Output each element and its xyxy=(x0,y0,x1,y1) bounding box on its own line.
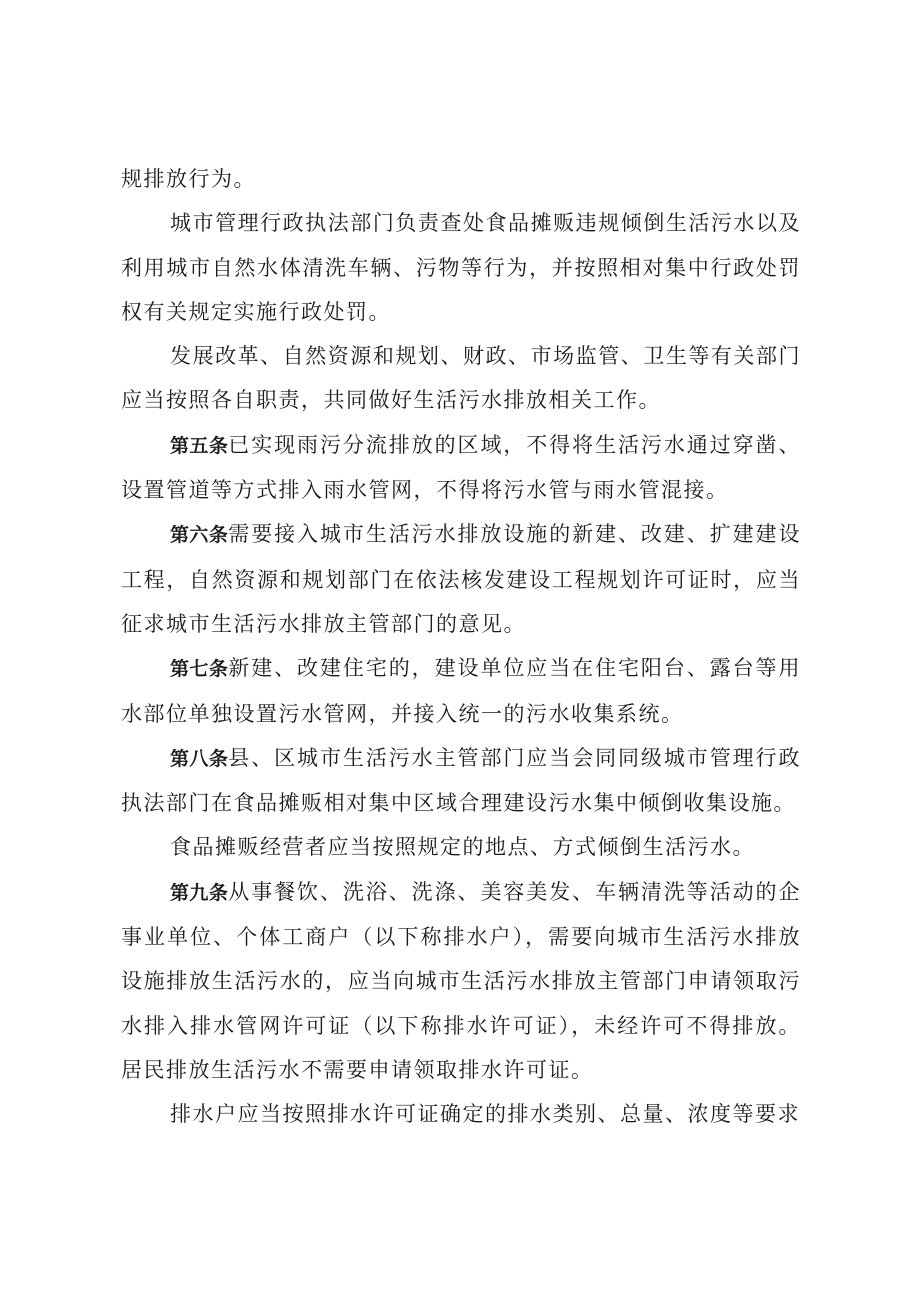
article-9 xyxy=(121,870,801,1092)
paragraph-text: 已实现雨污分流排放的区域，不得将生活污水通过穿凿、设置管道等方式排入雨水管网，不得将污水管与雨水管混接。 xyxy=(121,432,801,503)
article-8 xyxy=(121,736,801,826)
paragraph-text: 排水户应当按照排水许可证确定的排水类别、总量、浓度等要求 xyxy=(170,1102,800,1127)
paragraph-text: 县、区城市生活污水主管部门应当会同同级城市管理行政执法部门在食品摊贩相对集中区域合理建设污水集中倾倒收集设施。 xyxy=(121,745,801,816)
article-6 xyxy=(121,512,801,646)
article-number: 第七条 xyxy=(170,658,229,681)
paragraph-enforcement-duty xyxy=(121,201,801,334)
document-body xyxy=(121,157,801,1137)
article-number: 第五条 xyxy=(170,434,229,457)
article-5 xyxy=(121,423,801,513)
paragraph-text: 需要接入城市生活污水排放设施的新建、改建、扩建建设工程，自然资源和规划部门在依法核发建设工程规划许可证时，应当征求城市生活污水排放主管部门的意见。 xyxy=(121,522,801,636)
paragraph-related-departments xyxy=(121,334,801,423)
paragraph-food-vendors xyxy=(121,825,801,869)
paragraph-text: 发展改革、自然资源和规划、财政、市场监管、卫生等有关部门应当按照各自职责，共同做好生活污水排放相关工作。 xyxy=(121,344,801,413)
paragraph-text: 食品摊贩经营者应当按照规定的地点、方式倾倒生活污水。 xyxy=(170,835,755,860)
article-7 xyxy=(121,646,801,736)
paragraph-text: 新建、改建住宅的，建设单位应当在住宅阳台、露台等用水部位单独设置污水管网，并接入统一的污水收集系统。 xyxy=(121,656,801,726)
paragraph-text: 从事餐饮、洗浴、洗涤、美容美发、车辆清洗等活动的企事业单位、个体工商户（以下称排水户），需要向城市生活污水排放设施排放生活污水的，应当向城市生活污水排放主管部门申请领取污水排入排水管网许可证（以下称排水许可证），未经许可不得排放。居民排放生活污水不需要申请领取排水许可证。 xyxy=(121,879,801,1082)
paragraph-continuation xyxy=(121,157,801,201)
paragraph-text: 规排放行为。 xyxy=(121,167,256,191)
paragraph-text: 城市管理行政执法部门负责查处食品摊贩违规倾倒生活污水以及利用城市自然水体清洗车辆、污物等行为，并按照相对集中行政处罚权有关规定实施行政处罚。 xyxy=(121,211,801,324)
article-number: 第六条 xyxy=(170,524,229,547)
article-number: 第八条 xyxy=(170,747,229,770)
article-number: 第九条 xyxy=(170,881,229,904)
paragraph-drainage-requirements xyxy=(121,1092,801,1136)
